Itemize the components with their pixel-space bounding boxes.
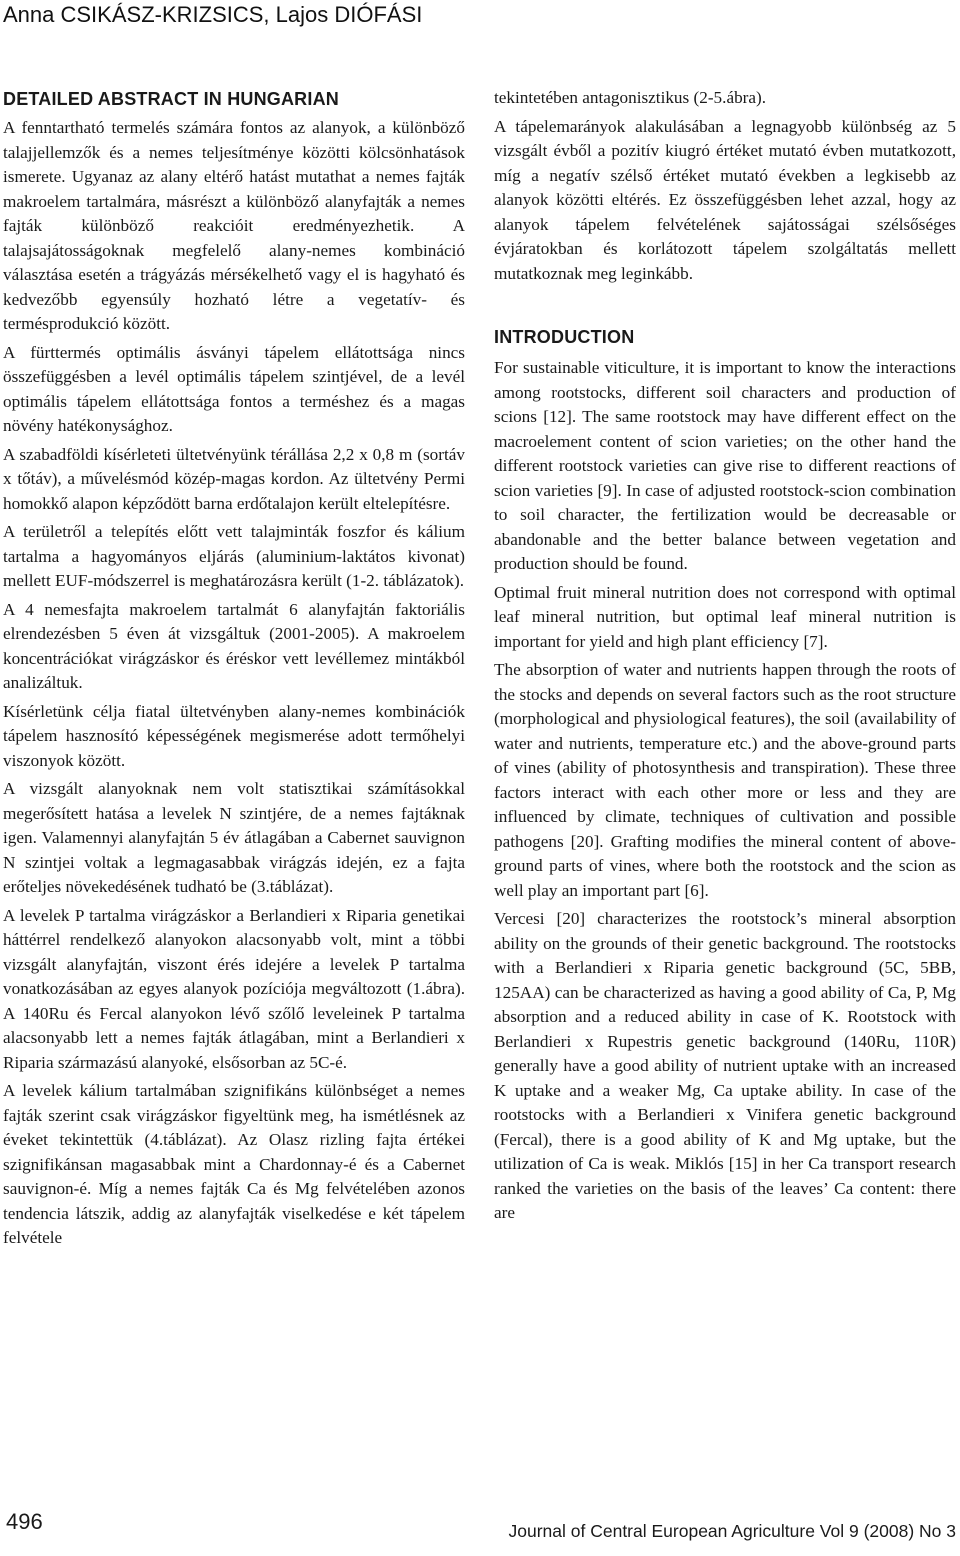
journal-citation: Journal of Central European Agriculture Vol 9 (2008) No 3 <box>508 1521 956 1541</box>
left-column <box>3 88 465 1251</box>
section-heading-introduction: INTRODUCTION <box>494 327 635 347</box>
paragraph: A levelek P tartalma virágzáskor a Berlandieri x Riparia genetikai háttérrel rendelkező alanyokon alacsonyabb volt, mint a többi vizsgált alanyfajtán, viszont érés idejére a levelek P tartalma vonatkozásában az egyes alanyok pozíciója megváltozott (1.ábra). A 140Ru és Fercal alanyokon lévő szőlő leveleinek P tartalma alacsonyabb lett a nemes fajták átlagában, mint a Berlandieri x Riparia származású alanyoké, elsősorban az 5C-é. <box>3 905 465 1072</box>
paragraph: A vizsgált alanyoknak nem volt statisztikai számításokkal megerősített hatása a levelek N szintjére, de a nemes fajtáknak igen. Valamennyi alanyfajtán 5 év átlagában a Cabernet sauvignon N szintjei voltak a legmagasabbak virágzás idején, ez a fajta erőteljes növekedésének tudható be (3.táblázat). <box>3 779 465 896</box>
paragraph: A fenntartható termelés számára fontos az alanyok, a különböző talajjellemzők és a nemes teljesítménye közötti kölcsönhatások ismerete. Ugyanaz az alany eltérő hatást mutathat a nemes fajták makroelem tartalmára, másrészt a különböző alanyfajták a nemes fajták különböző reakcióit eredményezhetik. A talajsajátosságoknak megfelelő alany-nemes kombináció választása esetén a trágyázás mérsékelhető vagy el is hagyható és kedvezőbb egyensúly hozható létre a vegetatív- és termésprodukció között. <box>3 118 465 333</box>
paragraph: A fürttermés optimális ásványi tápelem ellátottsága nincs összefüggésben a levél optimális tápelem szintjével, de a levél optimális tápelem ellátottsága fontos a terméshez és a magas növény hatékonysághoz. <box>3 342 465 435</box>
paragraph: Vercesi [20] characterizes the rootstock’s mineral absorption ability on the grounds of their genetic background. The rootstocks with a Berlandieri x Riparia genetic background (5C, 5BB, 125AA) can be characterized as having a good ability of Ca, P, Mg absorption and a reduced ability in case of K. Rootstock with Berlandieri x Rupestris genetic background (140Ru, 110R) generally have a good ability of nutrient uptake with an increased K uptake and a weaker Mg, Ca uptake ability. In case of the rootstocks with a Berlandieri x Vinifera genetic background (Fercal), there is a good ability of K and Mg uptake, but the utilization of Ca is weak. Miklós [15] in her Ca transport research ranked the varieties on the basis of the leaves’ Ca content: there are <box>494 909 956 1222</box>
paragraph: The absorption of water and nutrients happen through the roots of the stocks and depends on several factors such as the root structure (morphological and physiological features), the soil (availability of water and nutrients, temperature etc.) and the above-ground parts of vines (ability of photosynthesis and transpiration). These three factors interact with each other more or less and they are influenced by climate, techniques of cultivation and possible pathogens [20]. Grafting modifies the mineral content of above-ground parts of vines, where both the rootstock and the scion as well play an important part [6]. <box>494 660 956 900</box>
paragraph: tekintetében antagonisztikus (2-5.ábra). <box>494 88 767 107</box>
paragraph: A területről a telepítés előtt vett talajminták foszfor és kálium tartalma a hagyományos eljárás (aluminium-laktátos kivonat) mellett EUF-módszerrel is meghatározásra került (1-2. táblázatok). <box>3 522 465 590</box>
paragraph: A tápelemarányok alakulásában a legnagyobb különbség az 5 vizsgált évből a pozitív kiugró értéket mutató évben mutatkozott, míg a negatív szélső értéket mutató években a legkisebb az alanyok közötti eltérés. Ez összefüggésben lehet azzal, hogy az alanyok tápelem felvételének sajátosságai szélsőséges évjáratokban és korlátozott tápelem szolgáltatás mellett mutatkoznak meg leginkább. <box>494 116 956 283</box>
running-head-authors: Anna CSIKÁSZ-KRIZSICS, Lajos DIÓFÁSI <box>3 2 423 27</box>
paragraph: A 4 nemesfajta makroelem tartalmát 6 alanyfajtán faktoriális elrendezésben 5 éven át vizsgáltuk (2001-2005). A makroelem koncentrációkat virágzáskor és éréskor vett levéllemez mintákból analizáltuk. <box>3 599 465 692</box>
paragraph: A szabadföldi kísérleteti ültetvényünk térállása 2,2 x 0,8 m (sortáv x tőtáv), a művelésmód közép-magas kordon. Az ültetvény Permi homokkő alapon képződött barna erdőtalajon került eltelepítésre. <box>3 444 465 513</box>
paragraph: Kísérletünk célja fiatal ültetvényben alany-nemes kombinációk tápelem hasznosító képességének megismerése adott termőhelyi viszonyok között. <box>3 701 465 770</box>
paragraph: For sustainable viticulture, it is important to know the interactions among rootstocks, different soil characters and production of scions [12]. The same rootstock may have different effect on the macroelement content of scion varieties; on the other hand the different rootstock varieties can give rise to different reactions of scion varieties [9]. In case of adjusted rootstock-scion combination to soil character, the fertilization would be decreasable or abandonable and the better balance between vegetation and production should be found. <box>494 358 956 573</box>
right-column <box>494 86 956 1226</box>
paragraph: A levelek kálium tartalmában szignifikáns különbséget a nemes fajták szerint csak virágzáskor figyeltünk meg, ha ismétlésnek az éveket tekintettük (4.táblázat). Az Olasz rizling fajta értékei szignifikánsan magasabbak mint a Chardonnay-é és a Cabernet sauvignon-é. Míg a nemes fajták Ca és Mg felvételében azonos tendencia látszik, addig az alanyfajták viselkedése e két tápelem felvétele <box>3 1081 465 1247</box>
page-number: 496 <box>6 1509 43 1534</box>
paragraph: Optimal fruit mineral nutrition does not correspond with optimal leaf mineral nutrition, but optimal leaf mineral nutrition is important for yield and high plant efficiency [7]. <box>494 582 956 651</box>
section-heading-hungarian-abstract: DETAILED ABSTRACT IN HUNGARIAN <box>3 89 339 109</box>
